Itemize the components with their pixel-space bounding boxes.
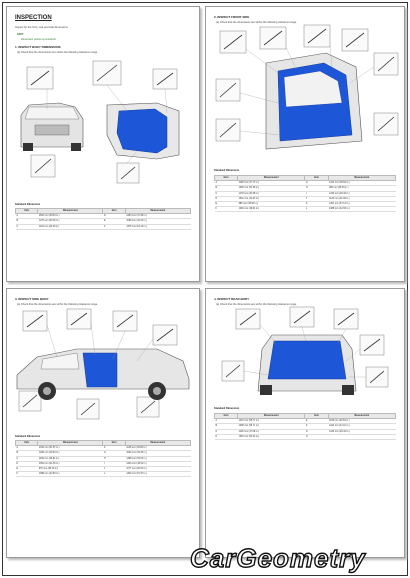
table-cell: 1178 mm (46.38 in.) <box>238 191 305 196</box>
table-cell: 1002 mm (39.45 in.) <box>125 451 190 456</box>
table-row <box>215 434 396 439</box>
manual-page-3 <box>6 288 200 558</box>
table-title: Standard Dimension <box>15 203 41 206</box>
table-cell: 1177 mm (46.34 in.) <box>125 466 190 471</box>
table-cell: D <box>103 214 125 219</box>
col-measurement: Measurement <box>328 176 395 181</box>
table-cell: E <box>103 219 125 224</box>
col-item: Item <box>215 414 238 419</box>
table-row <box>215 207 396 212</box>
table-cell: 1375 mm (54.13 in.) <box>125 224 190 229</box>
table-cell: K <box>305 201 328 206</box>
table-cell: E <box>305 419 328 424</box>
table-cell: B <box>215 424 238 429</box>
col-measurement: Measurement <box>38 209 103 214</box>
table-cell: F <box>103 446 125 451</box>
table-cell: 1189 mm (46.81 in.) <box>38 456 103 461</box>
col-item: Item <box>305 414 328 419</box>
table-cell: 1012 mm (39.84 in.) <box>328 181 395 186</box>
table-title: Standard Dimension <box>15 435 41 438</box>
manual-page-4 <box>205 288 405 558</box>
table-cell: D <box>16 461 38 466</box>
section-instruction: (a) Check that the dimensions are within the following tolerance range. <box>17 51 98 54</box>
table-cell: 988 mm (38.90 in.) <box>238 201 305 206</box>
table-cell: A <box>215 181 238 186</box>
table-row <box>16 224 191 229</box>
table-cell: F <box>103 224 125 229</box>
table-cell: 1145 mm (45.08 in.) <box>125 446 190 451</box>
table-cell: G <box>103 451 125 456</box>
col-item: Item <box>16 441 38 446</box>
table-cell: L <box>305 207 328 212</box>
col-measurement: Measurement <box>238 414 305 419</box>
table-cell: J <box>103 466 125 471</box>
suv-side-illustration <box>17 349 189 400</box>
section-instruction: (a) Check that the dimensions are within the following tolerance range. <box>216 21 297 24</box>
section-instruction: (a) Check that the dimensions are within the following tolerance range. <box>216 303 297 306</box>
dimension-table <box>15 440 191 477</box>
section-heading: 3. INSPECT SIDE BODY <box>15 297 49 301</box>
table-title: Standard Dimension <box>214 407 240 410</box>
table-cell: 1266 mm (49.84 in.) <box>38 451 103 456</box>
table-cell: 1102 mm (43.39 in.) <box>38 224 103 229</box>
table-row <box>16 472 191 477</box>
table-cell: D <box>215 434 238 439</box>
section-instruction: (a) Check that the dimensions are within the following tolerance range. <box>17 303 98 306</box>
col-measurement: Measurement <box>328 414 395 419</box>
door-opening-illustration <box>266 53 362 149</box>
car-front-illustration <box>21 103 83 151</box>
rear-body-diagram <box>206 305 404 405</box>
table-cell: 1054 mm (41.50 in.) <box>38 461 103 466</box>
table-cell: 905 mm (35.63 in.) <box>328 186 395 191</box>
manual-page-1 <box>6 6 200 282</box>
table-cell: K <box>16 472 38 477</box>
cargeometry-logo: CarGeometry <box>190 543 366 573</box>
table-cell: 1088 mm (42.83 in.) <box>328 207 395 212</box>
table-cell: E <box>16 466 38 471</box>
table-cell: C <box>16 456 38 461</box>
table-cell: 1098 mm (43.23 in.) <box>125 219 190 224</box>
table-cell: 1233 mm (48.54 in.) <box>125 461 190 466</box>
dimension-table <box>15 208 191 230</box>
table-cell: 1230 mm (48.43 in.) <box>328 429 395 434</box>
table-cell: 1230 mm (48.43 in.) <box>328 191 395 196</box>
dimension-table <box>214 175 396 212</box>
col-item: Item <box>103 441 125 446</box>
table-cell: F <box>215 207 238 212</box>
table-cell: 1520 mm (59.84 in.) <box>38 214 103 219</box>
table-cell: A <box>215 419 238 424</box>
dimension-table <box>214 413 396 440</box>
col-item: Item <box>305 176 328 181</box>
col-item: Item <box>215 176 238 181</box>
table-cell: J <box>305 196 328 201</box>
section-heading: 1. INSPECT BODY DIMENSIONS <box>15 45 61 49</box>
table-cell: I <box>305 191 328 196</box>
col-measurement: Measurement <box>125 209 190 214</box>
table-cell: 1288 mm (50.71 in.) <box>238 424 305 429</box>
table-cell: 1088 mm (42.83 in.) <box>38 472 103 477</box>
table-cell: H <box>305 434 328 439</box>
suv-rear-illustration <box>258 335 356 395</box>
table-cell: D <box>215 196 238 201</box>
table-cell: 970 mm (38.19 in.) <box>38 466 103 471</box>
table-cell: 1270 mm (50.00 in.) <box>38 219 103 224</box>
col-measurement: Measurement <box>38 441 103 446</box>
col-item: Item <box>16 209 38 214</box>
hint-label: HINT: <box>17 33 24 36</box>
intro-text: Inspect for the front, rear and side dimensions <box>15 26 68 29</box>
table-cell: C <box>215 191 238 196</box>
table-cell: H <box>103 456 125 461</box>
table-cell: 1260 mm (49.61 in.) <box>238 207 305 212</box>
side-body-diagram <box>7 305 199 435</box>
engine-compartment-illustration <box>107 103 179 159</box>
table-cell: B <box>16 451 38 456</box>
table-cell: H <box>305 186 328 191</box>
table-cell: 1415 mm (55.71 in.) <box>238 419 305 424</box>
front-side-diagram <box>206 23 404 163</box>
page-title: INSPECTION <box>15 15 52 21</box>
table-cell: 1305 mm (51.38 in.) <box>238 186 305 191</box>
table-cell: 1044 mm (41.10 in.) <box>328 424 395 429</box>
manual-page-2 <box>205 6 405 282</box>
table-cell: 1352 mm (53.23 in.) <box>238 434 305 439</box>
table-cell: C <box>16 224 38 229</box>
col-measurement: Measurement <box>238 176 305 181</box>
hint-text: Dimension points symmetrical <box>21 38 56 41</box>
table-cell: F <box>305 424 328 429</box>
table-cell: 1310 mm (51.57 in.) <box>38 446 103 451</box>
table-cell: G <box>305 181 328 186</box>
table-cell: C <box>215 429 238 434</box>
front-body-diagram <box>7 55 197 205</box>
table-cell: I <box>103 461 125 466</box>
table-cell: 1196 mm (47.09 in.) <box>238 429 305 434</box>
col-item: Item <box>103 209 125 214</box>
table-cell: E <box>215 201 238 206</box>
table-cell: 1320 mm (51.97 in.) <box>125 472 190 477</box>
section-heading: 4. INSPECT REAR BODY <box>214 297 250 301</box>
table-cell: - <box>328 434 395 439</box>
table-cell: 1203 mm (47.36 in.) <box>125 214 190 219</box>
table-cell: G <box>305 429 328 434</box>
table-cell: 1106 mm (43.54 in.) <box>328 419 395 424</box>
section-heading: 2. INSPECT FRONT SIDE <box>214 15 250 19</box>
table-cell: B <box>16 219 38 224</box>
table-cell: 1042 mm (41.02 in.) <box>238 196 305 201</box>
table-cell: 1120 mm (44.09 in.) <box>328 196 395 201</box>
table-cell: L <box>103 472 125 477</box>
table-title: Standard Dimension <box>214 169 240 172</box>
table-cell: A <box>16 446 38 451</box>
table-cell: 1451 mm (57.13 in.) <box>328 201 395 206</box>
table-cell: 1398 mm (55.04 in.) <box>125 456 190 461</box>
table-cell: B <box>215 186 238 191</box>
col-measurement: Measurement <box>125 441 190 446</box>
table-cell: 1198 mm (47.17 in.) <box>238 181 305 186</box>
table-cell: A <box>16 214 38 219</box>
